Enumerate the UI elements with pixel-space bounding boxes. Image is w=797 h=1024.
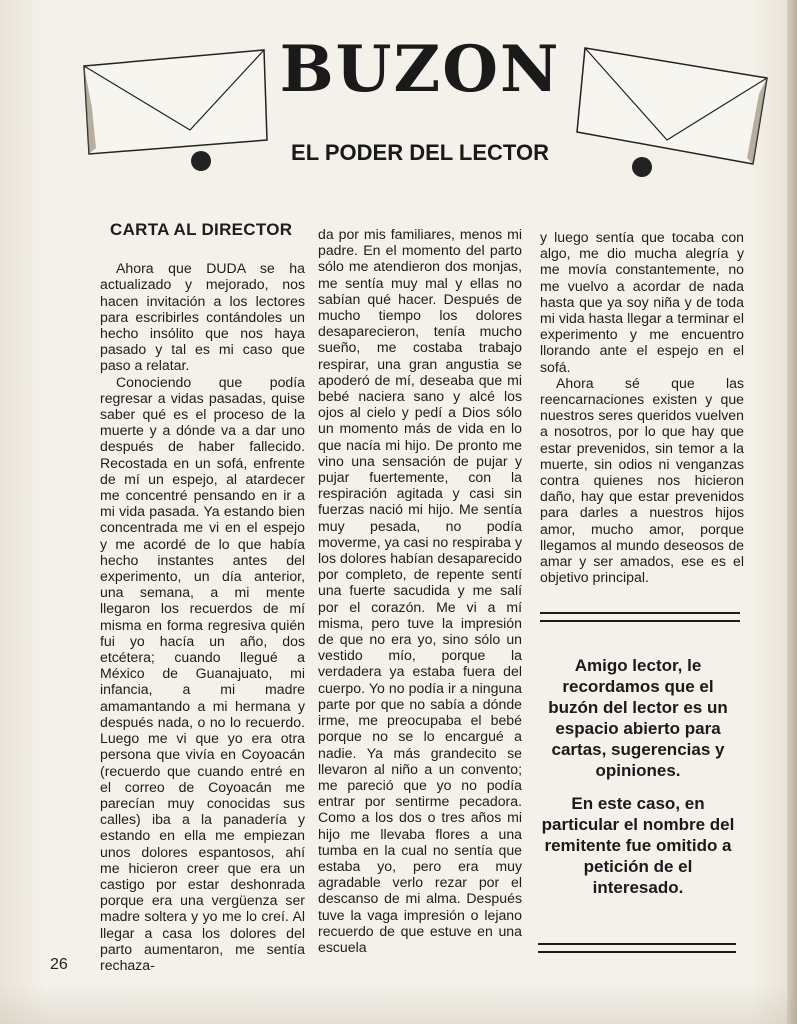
article-column-1 (100, 222, 305, 973)
bullet-dot-left (191, 151, 211, 171)
article-paragraph: Ahora sé que las reencarnaciones existen y que nuestros seres queridos vuelven a nosotros, por lo que hay que estar prevenidos, sin temor a la muerte, sin odios ni venganzas contra quienes nos hicieron daño, hay que estar prevenidos para darles a nuestros hijos amor, mucho amor, porque llegamos al mundo deseosos de amar y ser amados, ese es el objetivo principal. (540, 374, 744, 586)
article-heading: CARTA AL DIRECTOR (110, 220, 293, 239)
notice-paragraph: Amigo lector, le recordamos que el buzón del lector es un espacio abierto para cartas, sugerencias y opiniones. (548, 656, 728, 780)
divider (540, 620, 740, 622)
notice-paragraph: En este caso, en particular el nombre del remitente fue omitido a petición de el interesado. (541, 794, 735, 897)
article-paragraph: y luego sentía que tocaba con algo, me dio mucha alegría y me movía constantemente, no me vuelvo a acordar de nada hasta que ya soy niña y de toda mi vida hasta llegar a terminar el experimento y me encuentro llorando ante el espejo en el sofá. (540, 229, 744, 375)
article-paragraph: Ahora que DUDA se ha actualizado y mejorado, nos hacen invitación a los lectores para escribirles contándoles un hecho insólito que nos haya pasado y tal es mi caso que paso a relatar. (100, 260, 305, 374)
envelope-left-icon (80, 48, 272, 158)
page-subtitle: EL PODER DEL LECTOR (291, 140, 549, 165)
page-edge (787, 0, 797, 1024)
article-column-3 (540, 229, 744, 585)
reader-notice (538, 655, 738, 910)
article-paragraph: Conociendo que podía regresar a vidas pasadas, quise saber qué es el proceso de la muerte y a dónde va a dar uno después de haber fallecido. Recostada en un sofá, enfrente de mí un espejo, al atardecer me concentré pensando en ir a mi vida pasada. Ya estando bien concentrada me vi en el espejo y me acordé de lo que había hecho instantes antes del experimento, un día anterior, una semana, a mi mente llegaron los recuerdos de mí misma en forma regresiva quién fui yo hacía un año, dos etcétera; cuando llegué a México de Guanajuato, mi infancia, a mi madre amamantando a mi hermana y después nada, o no lo recuerdo. Luego me vi que yo era otra persona que vivía en Coyoacán (recuerdo que cuando entré en el correo de Coyoacán me parecían muy conocidas sus calles) iba a la panadería y estando en ella me empiezan unos dolores espantosos, ahí me hicieron creer que era un castigo por estar deshonrada porque era una vergüenza ser madre soltera y yo me lo creí. Al llegar a casa los dolores del parto aumentaron, me sentía rechaza- (100, 373, 305, 973)
page-shadow (0, 984, 797, 1024)
page-number: 26 (50, 956, 68, 973)
article-paragraph: da por mis familiares, menos mi padre. En el momento del parto sólo me atendieron dos monjas, me sentía muy mal y ellas no sabían qué hacer. Después de mucho tiempo los dolores desaparecieron, tenía mucho sueño, me costaba trabajo respirar, una gran angustia se apoderó de mí, deseaba que mi bebé naciera sano y alcé los ojos al cielo y pedí a Dios sólo un momento más de vida en lo que nacía mi hijo. De pronto me vino una sensación de pujar y pujar fuertemente, con la respiración agitada y casi sin fuerzas nació mi hijo. Me sentía muy pesada, no podía moverme, ya casi no respiraba y los dolores habían desaparecido por completo, de repente sentí una fuerte sacudida y me salí por el corazón. Me vi a mí misma, pero tuve la impresión de que no era yo, sino sólo un vestido mío, porque la verdadera ya estaba fuera del cuerpo. Yo no podía ir a ninguna parte por que no sabía a dónde irme, me preocupaba el bebé porque no se lo encargué a nadie. Ya más grandecito se llevaron al niño a un convento; me pareció que yo no podía entrar por sentirme pecadora. Como a los dos o tres años mi hijo me llevaba flores a una tumba en la cual no sentía que estaba yo, pero era muy agradable verlo rezar por el descanso de mi alma. Después tuve la vaga impresión o lejano recuerdo de que estuve en una escuela (318, 226, 522, 955)
bullet-dot-right (632, 157, 652, 177)
divider (538, 943, 736, 945)
divider (538, 951, 736, 953)
page-title: BUZON (279, 32, 561, 107)
divider (540, 612, 740, 614)
envelope-right-icon (575, 44, 773, 168)
article-column-2 (318, 226, 522, 955)
